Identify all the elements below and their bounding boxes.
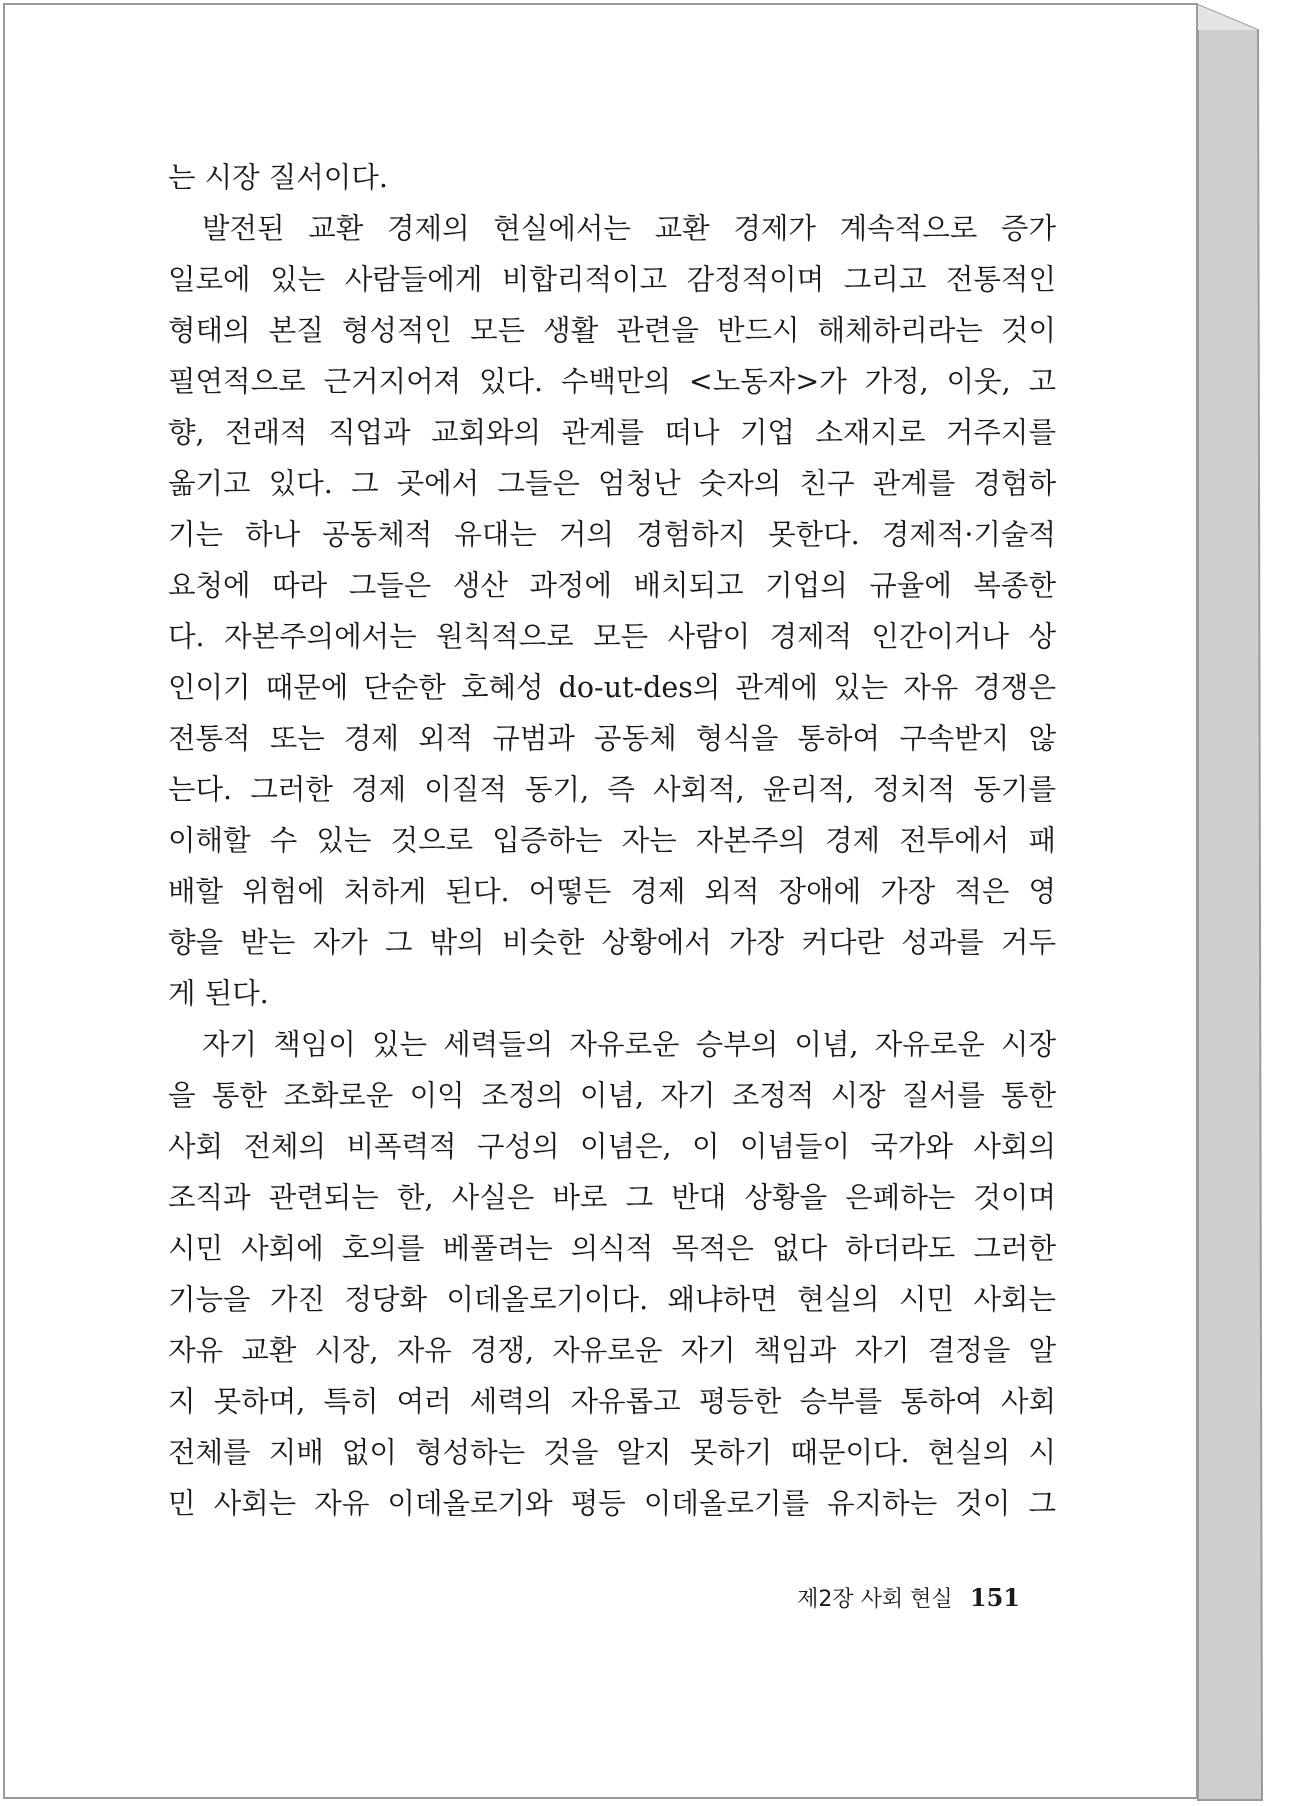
text-line: 형태의 본질 형성적인 모든 생활 관련을 반드시 해체하리라는 것이 bbox=[168, 314, 1056, 347]
text-line: 기는 하나 공동체적 유대는 거의 경험하지 못한다. 경제적·기술적 bbox=[168, 518, 1056, 551]
text-line: 발전된 교환 경제의 현실에서는 교환 경제가 계속적으로 증가 bbox=[202, 212, 1056, 245]
text-line: 요청에 따라 그들은 생산 과정에 배치되고 기업의 규율에 복종한 bbox=[168, 569, 1056, 602]
text-line: 자유 교환 시장, 자유 경쟁, 자유로운 자기 책임과 자기 결정을 알 bbox=[168, 1334, 1056, 1367]
text-line: 조직과 관련되는 한, 사실은 바로 그 반대 상황을 은폐하는 것이며 bbox=[168, 1181, 1056, 1214]
text-line: 사회 전체의 비폭력적 구성의 이념은, 이 이념들이 국가와 사회의 bbox=[168, 1130, 1056, 1163]
text-line: 민 사회는 자유 이데올로기와 평등 이데올로기를 유지하는 것이 그 bbox=[168, 1487, 1056, 1520]
text-line: 이해할 수 있는 것으로 입증하는 자는 자본주의 경제 전투에서 패 bbox=[168, 824, 1056, 857]
text-line: 향을 받는 자가 그 밖의 비슷한 상황에서 가장 커다란 성과를 거두 bbox=[168, 926, 1056, 959]
text-line: 전통적 또는 경제 외적 규범과 공동체 형식을 통하여 구속받지 않 bbox=[168, 722, 1056, 755]
text-line: 는다. 그러한 경제 이질적 동기, 즉 사회적, 윤리적, 정치적 동기를 bbox=[168, 773, 1056, 806]
page-number: 151 bbox=[969, 1583, 1020, 1612]
text-line: 자기 책임이 있는 세력들의 자유로운 승부의 이념, 자유로운 시장 bbox=[202, 1028, 1056, 1061]
text-line: 옮기고 있다. 그 곳에서 그들은 엄청난 숫자의 친구 관계를 경험하 bbox=[168, 467, 1056, 500]
text-line: 인이기 때문에 단순한 호혜성 do-ut-des의 관계에 있는 자유 경쟁은 bbox=[168, 671, 1056, 704]
text-line: 지 못하며, 특히 여러 세력의 자유롭고 평등한 승부를 통하여 사회 bbox=[168, 1385, 1056, 1418]
text-line: 다. 자본주의에서는 원칙적으로 모든 사람이 경제적 인간이거나 상 bbox=[168, 620, 1056, 653]
text-line: 향, 전래적 직업과 교회와의 관계를 떠나 기업 소재지로 거주지를 bbox=[168, 416, 1056, 449]
text-line: 전체를 지배 없이 형성하는 것을 알지 못하기 때문이다. 현실의 시 bbox=[168, 1436, 1056, 1469]
text-line: 는 시장 질서이다. bbox=[168, 161, 388, 194]
text-line: 필연적으로 근거지어져 있다. 수백만의 <노동자>가 가정, 이웃, 고 bbox=[168, 365, 1056, 398]
text-line: 배할 위험에 처하게 된다. 어떻든 경제 외적 장애에 가장 적은 영 bbox=[168, 875, 1056, 908]
text-line: 일로에 있는 사람들에게 비합리적이고 감정적이며 그리고 전통적인 bbox=[168, 263, 1056, 296]
page-footer bbox=[780, 1578, 1020, 1618]
text-line: 시민 사회에 호의를 베풀려는 의식적 목적은 없다 하더라도 그러한 bbox=[168, 1232, 1056, 1265]
text-line: 을 통한 조화로운 이익 조정의 이념, 자기 조정적 시장 질서를 통한 bbox=[168, 1079, 1056, 1112]
chapter-title: 제2장 사회 현실 bbox=[797, 1587, 953, 1612]
text-line: 기능을 가진 정당화 이데올로기이다. 왜냐하면 현실의 시민 사회는 bbox=[168, 1283, 1056, 1316]
body-text bbox=[168, 152, 1056, 1529]
text-line: 게 된다. bbox=[168, 977, 269, 1010]
